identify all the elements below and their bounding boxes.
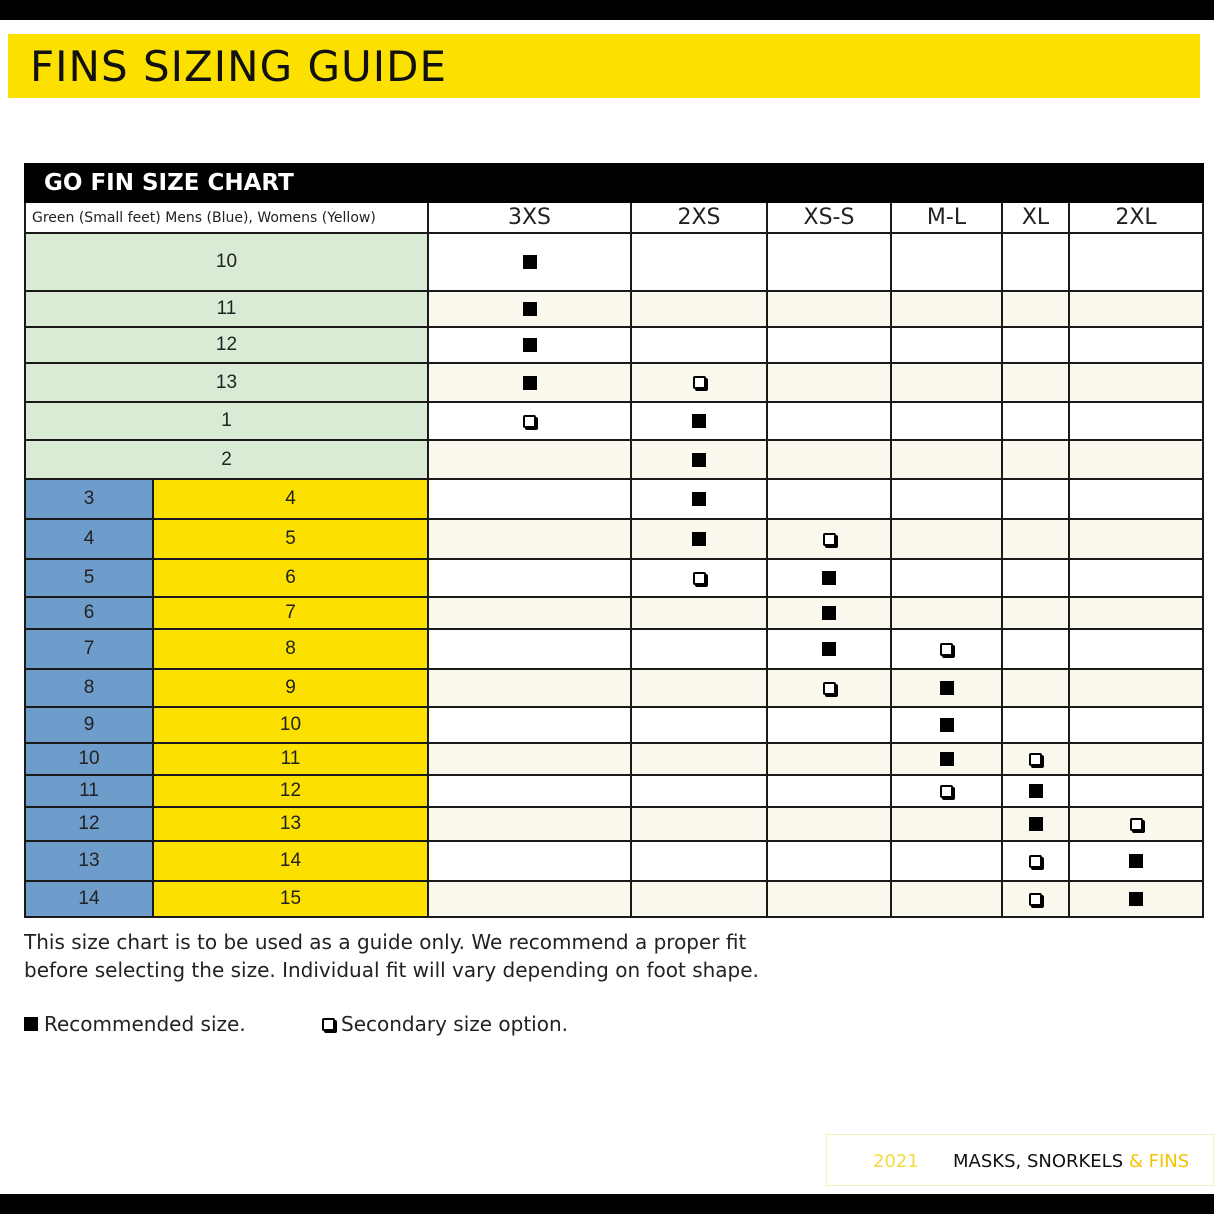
- footer: [826, 1134, 1214, 1186]
- fit-cell: [1003, 842, 1070, 882]
- recommended-size-icon: [1129, 892, 1143, 906]
- fit-cell: [768, 480, 892, 520]
- fit-cell: [1070, 328, 1204, 364]
- fit-cell: [892, 364, 1003, 403]
- fit-cell: [429, 630, 632, 670]
- fit-cell: [632, 808, 768, 842]
- mens-size-cell: 7: [24, 630, 154, 670]
- recommended-size-icon: [692, 414, 706, 428]
- fit-cell: [768, 560, 892, 598]
- recommended-size-icon: [523, 255, 537, 269]
- fit-cell: [1003, 598, 1070, 630]
- page: [0, 20, 1214, 1194]
- fit-cell: [632, 403, 768, 441]
- fit-cell: [768, 234, 892, 292]
- fit-cell: [892, 630, 1003, 670]
- fit-cell: [429, 480, 632, 520]
- womens-size-cell: 6: [154, 560, 429, 598]
- fit-cell: [892, 842, 1003, 882]
- secondary-size-icon: [940, 643, 953, 656]
- recommended-size-icon: [940, 718, 954, 732]
- mens-size-cell: 4: [24, 520, 154, 560]
- fit-cell: [768, 630, 892, 670]
- fit-cell: [632, 292, 768, 328]
- fit-cell: [892, 670, 1003, 708]
- recommended-size-icon: [940, 681, 954, 695]
- fit-cell: [429, 598, 632, 630]
- fit-cell: [632, 480, 768, 520]
- recommended-size-icon: [692, 492, 706, 506]
- fit-cell: [892, 744, 1003, 776]
- fit-cell: [892, 598, 1003, 630]
- green-size-cell: 10: [24, 234, 429, 292]
- fit-cell: [768, 598, 892, 630]
- mens-size-cell: 13: [24, 842, 154, 882]
- recommended-size-icon: [523, 338, 537, 352]
- fit-cell: [429, 292, 632, 328]
- fit-cell: [632, 842, 768, 882]
- fit-cell: [768, 328, 892, 364]
- fit-cell: [892, 234, 1003, 292]
- mens-size-cell: 11: [24, 776, 154, 808]
- womens-size-cell: 10: [154, 708, 429, 744]
- fit-cell: [892, 403, 1003, 441]
- size-column-header: M-L: [892, 203, 1003, 234]
- mens-size-cell: 9: [24, 708, 154, 744]
- fit-cell: [632, 882, 768, 918]
- secondary-size-icon: [940, 785, 953, 798]
- secondary-size-icon: [1029, 893, 1042, 906]
- recommended-size-icon: [822, 571, 836, 585]
- green-size-cell: 13: [24, 364, 429, 403]
- note-line-2: before selecting the size. Individual fit will vary depending on foot shape.: [24, 958, 759, 982]
- legend-recommended: [24, 1012, 246, 1036]
- size-column-header: 2XS: [632, 203, 768, 234]
- size-column-header: 2XL: [1070, 203, 1204, 234]
- fit-cell: [768, 670, 892, 708]
- secondary-size-icon: [693, 572, 706, 585]
- fit-cell: [1070, 292, 1204, 328]
- page-title: FINS SIZING GUIDE: [30, 42, 448, 91]
- fit-cell: [892, 808, 1003, 842]
- fit-cell: [768, 808, 892, 842]
- mens-size-cell: 6: [24, 598, 154, 630]
- fit-cell: [1070, 234, 1204, 292]
- fit-cell: [1070, 630, 1204, 670]
- fit-cell: [1070, 364, 1204, 403]
- recommended-size-icon: [692, 453, 706, 467]
- fit-cell: [768, 441, 892, 480]
- green-size-cell: 2: [24, 441, 429, 480]
- secondary-size-icon: [322, 1018, 335, 1031]
- fit-cell: [429, 520, 632, 560]
- fit-cell: [768, 776, 892, 808]
- fit-cell: [632, 328, 768, 364]
- green-size-cell: 11: [24, 292, 429, 328]
- fit-cell: [1003, 708, 1070, 744]
- mens-size-cell: 3: [24, 480, 154, 520]
- fit-cell: [768, 882, 892, 918]
- fit-cell: [892, 708, 1003, 744]
- fit-cell: [429, 776, 632, 808]
- recommended-size-icon: [1029, 784, 1043, 798]
- legend-secondary-label: Secondary size option.: [341, 1012, 569, 1036]
- title-banner: [8, 34, 1200, 98]
- fit-cell: [429, 403, 632, 441]
- fit-cell: [429, 670, 632, 708]
- fit-cell: [768, 842, 892, 882]
- fit-cell: [429, 560, 632, 598]
- fit-cell: [768, 364, 892, 403]
- fit-cell: [429, 708, 632, 744]
- fit-cell: [1003, 364, 1070, 403]
- fit-cell: [1003, 328, 1070, 364]
- fit-cell: [1003, 670, 1070, 708]
- secondary-size-icon: [1029, 855, 1042, 868]
- fit-cell: [1070, 441, 1204, 480]
- fit-cell: [429, 234, 632, 292]
- fit-cell: [429, 364, 632, 403]
- footer-title-fins: & FINS: [1128, 1151, 1190, 1172]
- fit-cell: [1070, 480, 1204, 520]
- fit-cell: [892, 560, 1003, 598]
- womens-size-cell: 13: [154, 808, 429, 842]
- recommended-size-icon: [822, 606, 836, 620]
- fit-cell: [768, 403, 892, 441]
- recommended-size-icon: [822, 642, 836, 656]
- footer-title: [953, 1151, 1189, 1172]
- fit-cell: [632, 744, 768, 776]
- green-size-cell: 12: [24, 328, 429, 364]
- fit-cell: [632, 520, 768, 560]
- fit-cell: [768, 520, 892, 560]
- legend-recommended-label: Recommended size.: [44, 1012, 246, 1036]
- note-line-1: This size chart is to be used as a guide only. We recommend a proper fit: [24, 930, 747, 954]
- recommended-size-icon: [1129, 854, 1143, 868]
- recommended-size-icon: [1029, 817, 1043, 831]
- mens-size-cell: 10: [24, 744, 154, 776]
- fit-cell: [892, 328, 1003, 364]
- fit-cell: [429, 328, 632, 364]
- fit-cell: [632, 708, 768, 744]
- fit-cell: [1003, 630, 1070, 670]
- fit-cell: [1003, 234, 1070, 292]
- size-column-header: XS-S: [768, 203, 892, 234]
- recommended-size-icon: [523, 376, 537, 390]
- fit-cell: [1003, 403, 1070, 441]
- chart-header: [24, 163, 1204, 203]
- legend-secondary: [322, 1012, 568, 1036]
- chart-description-header: Green (Small feet) Mens (Blue), Womens (Yellow): [24, 203, 429, 234]
- fit-cell: [1070, 882, 1204, 918]
- fit-cell: [892, 776, 1003, 808]
- fit-cell: [1003, 520, 1070, 560]
- mens-size-cell: 8: [24, 670, 154, 708]
- womens-size-cell: 7: [154, 598, 429, 630]
- secondary-size-icon: [693, 376, 706, 389]
- fit-cell: [429, 744, 632, 776]
- fit-cell: [632, 560, 768, 598]
- womens-size-cell: 14: [154, 842, 429, 882]
- mens-size-cell: 12: [24, 808, 154, 842]
- secondary-size-icon: [823, 682, 836, 695]
- womens-size-cell: 9: [154, 670, 429, 708]
- recommended-size-icon: [940, 752, 954, 766]
- fit-cell: [1003, 292, 1070, 328]
- secondary-size-icon: [1130, 818, 1143, 831]
- secondary-size-icon: [523, 415, 536, 428]
- fit-cell: [768, 744, 892, 776]
- womens-size-cell: 12: [154, 776, 429, 808]
- fit-cell: [632, 234, 768, 292]
- footer-title-main: MASKS, SNORKELS: [953, 1151, 1124, 1172]
- fit-cell: [1070, 670, 1204, 708]
- recommended-size-icon: [692, 532, 706, 546]
- fit-cell: [1070, 403, 1204, 441]
- fit-cell: [1003, 744, 1070, 776]
- fit-cell: [632, 670, 768, 708]
- fit-cell: [429, 882, 632, 918]
- fit-cell: [429, 808, 632, 842]
- secondary-size-icon: [823, 533, 836, 546]
- green-size-cell: 1: [24, 403, 429, 441]
- fit-cell: [1070, 744, 1204, 776]
- mens-size-cell: 5: [24, 560, 154, 598]
- fit-cell: [632, 776, 768, 808]
- fit-cell: [1003, 441, 1070, 480]
- fit-cell: [632, 441, 768, 480]
- fit-cell: [892, 292, 1003, 328]
- chart-title: GO FIN SIZE CHART: [44, 170, 294, 196]
- footer-year: 2021: [873, 1151, 919, 1172]
- fit-cell: [429, 842, 632, 882]
- fit-cell: [768, 292, 892, 328]
- fit-cell: [632, 364, 768, 403]
- fit-cell: [1070, 776, 1204, 808]
- womens-size-cell: 8: [154, 630, 429, 670]
- fit-cell: [1070, 598, 1204, 630]
- fit-cell: [1003, 808, 1070, 842]
- size-column-header: 3XS: [429, 203, 632, 234]
- womens-size-cell: 4: [154, 480, 429, 520]
- fit-cell: [1003, 882, 1070, 918]
- womens-size-cell: 5: [154, 520, 429, 560]
- fit-cell: [1070, 708, 1204, 744]
- recommended-size-icon: [24, 1017, 38, 1031]
- fit-cell: [768, 708, 892, 744]
- fit-cell: [632, 630, 768, 670]
- fit-cell: [1003, 560, 1070, 598]
- fit-cell: [429, 441, 632, 480]
- recommended-size-icon: [523, 302, 537, 316]
- fit-cell: [892, 480, 1003, 520]
- fit-cell: [1070, 560, 1204, 598]
- womens-size-cell: 15: [154, 882, 429, 918]
- fit-cell: [1003, 480, 1070, 520]
- fit-cell: [892, 441, 1003, 480]
- fit-cell: [632, 598, 768, 630]
- fit-cell: [892, 882, 1003, 918]
- fit-cell: [1070, 808, 1204, 842]
- size-column-header: XL: [1003, 203, 1070, 234]
- mens-size-cell: 14: [24, 882, 154, 918]
- womens-size-cell: 11: [154, 744, 429, 776]
- fit-cell: [1003, 776, 1070, 808]
- secondary-size-icon: [1029, 753, 1042, 766]
- fit-cell: [1070, 520, 1204, 560]
- fit-cell: [1070, 842, 1204, 882]
- fit-cell: [892, 520, 1003, 560]
